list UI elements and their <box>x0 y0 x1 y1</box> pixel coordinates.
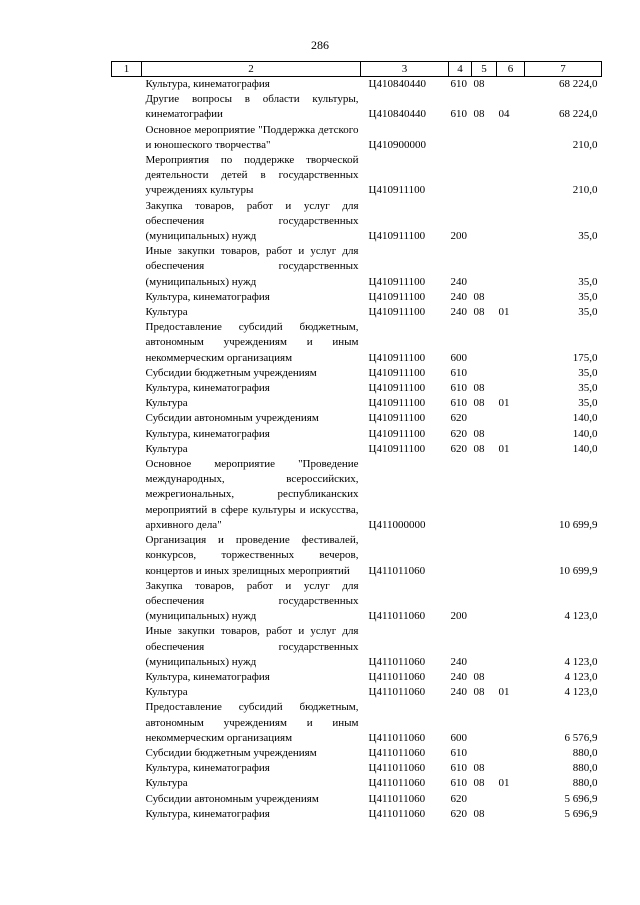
row-index-cell <box>112 624 142 670</box>
subsection-code <box>497 427 525 442</box>
header-col-5: 5 <box>472 62 497 77</box>
section-code <box>472 320 497 366</box>
expense-group <box>449 533 472 579</box>
row-index-cell <box>112 670 142 685</box>
section-code: 08 <box>473 777 485 790</box>
section-code <box>472 199 497 245</box>
table-row <box>112 153 602 199</box>
table-row <box>112 761 602 776</box>
subsection-code: 01 <box>498 397 510 410</box>
section-code <box>472 579 497 625</box>
target-code: Ц410911100 <box>368 290 426 303</box>
table-row <box>112 776 602 791</box>
expense-group: 610 <box>450 78 467 90</box>
item-name: Культура, кинематография <box>145 382 270 395</box>
expense-group: 610 <box>450 777 467 790</box>
item-name: Основное мероприятие "Поддержка детского и юношеского творчества" <box>145 123 359 151</box>
expense-group: 240 <box>450 670 467 683</box>
target-code: Ц410840440 <box>368 78 426 90</box>
row-index-cell <box>112 411 142 426</box>
expense-group: 240 <box>450 686 467 699</box>
subsection-code <box>497 457 525 533</box>
amount: 35,0 <box>578 382 598 395</box>
amount: 175,0 <box>572 351 598 364</box>
target-code: Ц411011060 <box>368 746 426 759</box>
table-row <box>112 411 602 426</box>
table-row <box>112 123 602 153</box>
expense-group: 200 <box>450 610 467 623</box>
header-col-6: 6 <box>497 62 525 77</box>
amount: 880,0 <box>572 777 598 790</box>
subsection-code <box>497 761 525 776</box>
section-code <box>472 746 497 761</box>
expense-group: 600 <box>450 731 467 744</box>
table-row <box>112 807 602 822</box>
section-code <box>472 153 497 199</box>
page-number: 286 <box>311 38 329 52</box>
subsection-code <box>497 533 525 579</box>
amount: 10 699,9 <box>559 564 598 577</box>
expense-group: 610 <box>450 762 467 775</box>
subsection-code <box>497 153 525 199</box>
expense-group: 620 <box>450 427 467 440</box>
section-code: 08 <box>473 762 485 775</box>
expense-group: 240 <box>450 275 467 288</box>
row-index-cell <box>112 381 142 396</box>
item-name: Иные закупки товаров, работ и услуг для обеспечения государственных (муниципальных) нужд <box>145 625 359 668</box>
item-name: Культура, кинематография <box>145 427 270 440</box>
row-index-cell <box>112 533 142 579</box>
target-code: Ц410911100 <box>368 275 426 288</box>
subsection-code <box>497 320 525 366</box>
subsection-code <box>497 670 525 685</box>
item-name: Другие вопросы в области культуры, кинематографии <box>145 93 359 121</box>
table-row <box>112 381 602 396</box>
target-code: Ц410840440 <box>368 108 426 121</box>
section-code <box>472 411 497 426</box>
row-index-cell <box>112 305 142 320</box>
table-row <box>112 77 602 93</box>
item-name: Субсидии бюджетным учреждениям <box>145 746 317 759</box>
table-row <box>112 244 602 290</box>
header-row <box>112 62 602 77</box>
table-row <box>112 579 602 625</box>
item-name: Культура, кинематография <box>145 78 270 90</box>
budget-table <box>111 61 602 822</box>
row-index-cell <box>112 807 142 822</box>
section-code: 08 <box>473 686 485 699</box>
item-name: Субсидии бюджетным учреждениям <box>145 366 317 379</box>
amount: 35,0 <box>578 366 598 379</box>
table-row <box>112 199 602 245</box>
row-index-cell <box>112 153 142 199</box>
amount: 10 699,9 <box>559 518 598 531</box>
row-index-cell <box>112 290 142 305</box>
subsection-code <box>497 792 525 807</box>
section-code <box>472 244 497 290</box>
target-code: Ц410911100 <box>368 306 426 319</box>
expense-group <box>449 153 472 199</box>
row-index-cell <box>112 366 142 381</box>
item-name: Культура, кинематография <box>145 807 270 820</box>
item-name: Закупка товаров, работ и услуг для обеспечения государственных (муниципальных) нужд <box>145 579 359 623</box>
section-code: 08 <box>473 397 485 410</box>
target-code: Ц410900000 <box>368 138 426 151</box>
subsection-code <box>497 199 525 245</box>
target-code: Ц410911100 <box>368 397 426 410</box>
row-index-cell <box>112 746 142 761</box>
row-index-cell <box>112 92 142 122</box>
table-row <box>112 792 602 807</box>
item-name: Культура, кинематография <box>145 670 270 683</box>
section-code <box>472 123 497 153</box>
item-name: Культура, кинематография <box>145 290 270 303</box>
row-index-cell <box>112 427 142 442</box>
table-row <box>112 685 602 700</box>
expense-group: 620 <box>450 807 467 820</box>
row-index-cell <box>112 457 142 533</box>
header-col-7: 7 <box>525 62 602 77</box>
target-code: Ц410911100 <box>368 230 426 243</box>
amount: 4 123,0 <box>564 610 598 623</box>
table-row <box>112 457 602 533</box>
header-col-1: 1 <box>112 62 142 77</box>
amount: 5 696,9 <box>564 792 598 805</box>
target-code: Ц411011060 <box>368 610 426 623</box>
subsection-code: 01 <box>498 306 510 319</box>
row-index-cell <box>112 244 142 290</box>
subsection-code <box>497 579 525 625</box>
expense-group: 240 <box>450 306 467 319</box>
target-code: Ц411011060 <box>368 762 426 775</box>
amount: 4 123,0 <box>564 686 598 699</box>
amount: 880,0 <box>572 762 598 775</box>
section-code: 08 <box>473 670 485 683</box>
target-code: Ц410911100 <box>368 382 426 395</box>
table-row <box>112 624 602 670</box>
target-code: Ц411011060 <box>368 731 426 744</box>
target-code: Ц411011060 <box>368 792 426 805</box>
row-index-cell <box>112 442 142 457</box>
target-code: Ц410911100 <box>368 351 426 364</box>
target-code: Ц411011060 <box>368 686 426 699</box>
section-code <box>472 700 497 746</box>
table-row <box>112 366 602 381</box>
table-row <box>112 670 602 685</box>
target-code: Ц411011060 <box>368 655 426 668</box>
item-name: Культура <box>145 442 188 455</box>
amount: 210,0 <box>572 184 598 197</box>
expense-group: 240 <box>450 655 467 668</box>
item-name: Основное мероприятие "Проведение международных, всероссийских, межрегиональных, республиканских мероприятий в сфере культуры и искусства, архивного дела" <box>145 458 359 531</box>
table-row <box>112 442 602 457</box>
table-row <box>112 290 602 305</box>
section-code: 08 <box>473 382 485 395</box>
expense-group: 610 <box>450 397 467 410</box>
amount: 35,0 <box>578 397 598 410</box>
row-index-cell <box>112 792 142 807</box>
expense-group: 600 <box>450 351 467 364</box>
subsection-code <box>497 381 525 396</box>
section-code: 08 <box>473 290 485 303</box>
header-col-3: 3 <box>361 62 449 77</box>
subsection-code <box>497 244 525 290</box>
item-name: Предоставление субсидий бюджетным, автономным учреждениям и иным некоммерческим организациям <box>145 701 359 744</box>
section-code: 08 <box>473 807 485 820</box>
amount: 35,0 <box>578 230 598 243</box>
item-name: Культура <box>145 777 188 790</box>
subsection-code <box>497 700 525 746</box>
expense-group: 610 <box>450 382 467 395</box>
row-index-cell <box>112 320 142 366</box>
section-code <box>472 366 497 381</box>
expense-group: 610 <box>450 366 467 379</box>
amount: 4 123,0 <box>564 655 598 668</box>
item-name: Культура <box>145 686 188 699</box>
subsection-code <box>497 123 525 153</box>
row-index-cell <box>112 776 142 791</box>
target-code: Ц410911100 <box>368 412 426 425</box>
expense-group: 610 <box>450 108 467 121</box>
target-code: Ц410911100 <box>368 184 426 197</box>
expense-group: 610 <box>450 746 467 759</box>
target-code: Ц411011060 <box>368 670 426 683</box>
section-code: 08 <box>473 306 485 319</box>
table-header <box>112 62 602 77</box>
subsection-code <box>497 366 525 381</box>
amount: 35,0 <box>578 306 598 319</box>
target-code: Ц411011060 <box>368 807 426 820</box>
expense-group: 620 <box>450 442 467 455</box>
subsection-code: 01 <box>498 442 510 455</box>
subsection-code: 01 <box>498 686 510 699</box>
expense-group: 620 <box>450 412 467 425</box>
header-col-4: 4 <box>449 62 472 77</box>
subsection-code <box>497 624 525 670</box>
amount: 6 576,9 <box>564 731 598 744</box>
target-code: Ц410911100 <box>368 427 426 440</box>
section-code <box>472 457 497 533</box>
item-name: Мероприятия по поддержке творческой деятельности детей в государственных учреждениях культуры <box>145 154 359 197</box>
amount: 140,0 <box>572 427 598 440</box>
row-index-cell <box>112 123 142 153</box>
amount: 140,0 <box>572 412 598 425</box>
table-row <box>112 427 602 442</box>
item-name: Культура, кинематография <box>145 762 270 775</box>
row-index-cell <box>112 685 142 700</box>
amount: 210,0 <box>572 138 598 151</box>
expense-group: 240 <box>450 290 467 303</box>
item-name: Субсидии автономным учреждениям <box>145 412 319 425</box>
subsection-code: 04 <box>498 108 510 121</box>
amount: 140,0 <box>572 442 598 455</box>
table-row <box>112 396 602 411</box>
row-index-cell <box>112 761 142 776</box>
amount: 68 224,0 <box>559 108 598 121</box>
item-name: Субсидии автономным учреждениям <box>145 792 319 805</box>
subsection-code <box>497 746 525 761</box>
subsection-code <box>497 807 525 822</box>
table-row <box>112 533 602 579</box>
subsection-code <box>497 411 525 426</box>
row-index-cell <box>112 579 142 625</box>
table-row <box>112 700 602 746</box>
row-index-cell <box>112 700 142 746</box>
item-name: Предоставление субсидий бюджетным, автономным учреждениям и иным некоммерческим организациям <box>145 321 359 364</box>
target-code: Ц411011060 <box>368 564 426 577</box>
subsection-code <box>497 77 525 93</box>
amount: 68 224,0 <box>559 78 598 90</box>
item-name: Закупка товаров, работ и услуг для обеспечения государственных (муниципальных) нужд <box>145 199 359 243</box>
subsection-code: 01 <box>498 777 510 790</box>
item-name: Культура <box>145 306 188 319</box>
row-index-cell <box>112 396 142 411</box>
amount: 4 123,0 <box>564 670 598 683</box>
expense-group: 620 <box>450 792 467 805</box>
amount: 35,0 <box>578 290 598 303</box>
expense-group: 200 <box>450 230 467 243</box>
expense-group <box>449 123 472 153</box>
section-code: 08 <box>473 78 485 90</box>
target-code: Ц411000000 <box>368 518 426 531</box>
table-body <box>112 77 602 822</box>
header-col-2: 2 <box>142 62 361 77</box>
expense-group <box>449 457 472 533</box>
item-name: Иные закупки товаров, работ и услуг для обеспечения государственных (муниципальных) нужд <box>145 245 359 288</box>
amount: 5 696,9 <box>564 807 598 820</box>
amount: 880,0 <box>572 746 598 759</box>
section-code <box>472 624 497 670</box>
item-name: Культура <box>145 397 188 410</box>
target-code: Ц410911100 <box>368 442 426 455</box>
row-index-cell <box>112 199 142 245</box>
table-row <box>112 305 602 320</box>
section-code: 08 <box>473 108 485 121</box>
section-code <box>472 533 497 579</box>
section-code: 08 <box>473 427 485 440</box>
target-code: Ц411011060 <box>368 777 426 790</box>
table-row <box>112 92 602 122</box>
item-name: Организация и проведение фестивалей, конкурсов, торжественных вечеров, концертов и иных зрелищных мероприятий <box>145 534 359 577</box>
section-code <box>472 792 497 807</box>
section-code: 08 <box>473 442 485 455</box>
table-row <box>112 320 602 366</box>
target-code: Ц410911100 <box>368 366 426 379</box>
row-index-cell <box>112 77 142 93</box>
subsection-code <box>497 290 525 305</box>
table-row <box>112 746 602 761</box>
amount: 35,0 <box>578 275 598 288</box>
